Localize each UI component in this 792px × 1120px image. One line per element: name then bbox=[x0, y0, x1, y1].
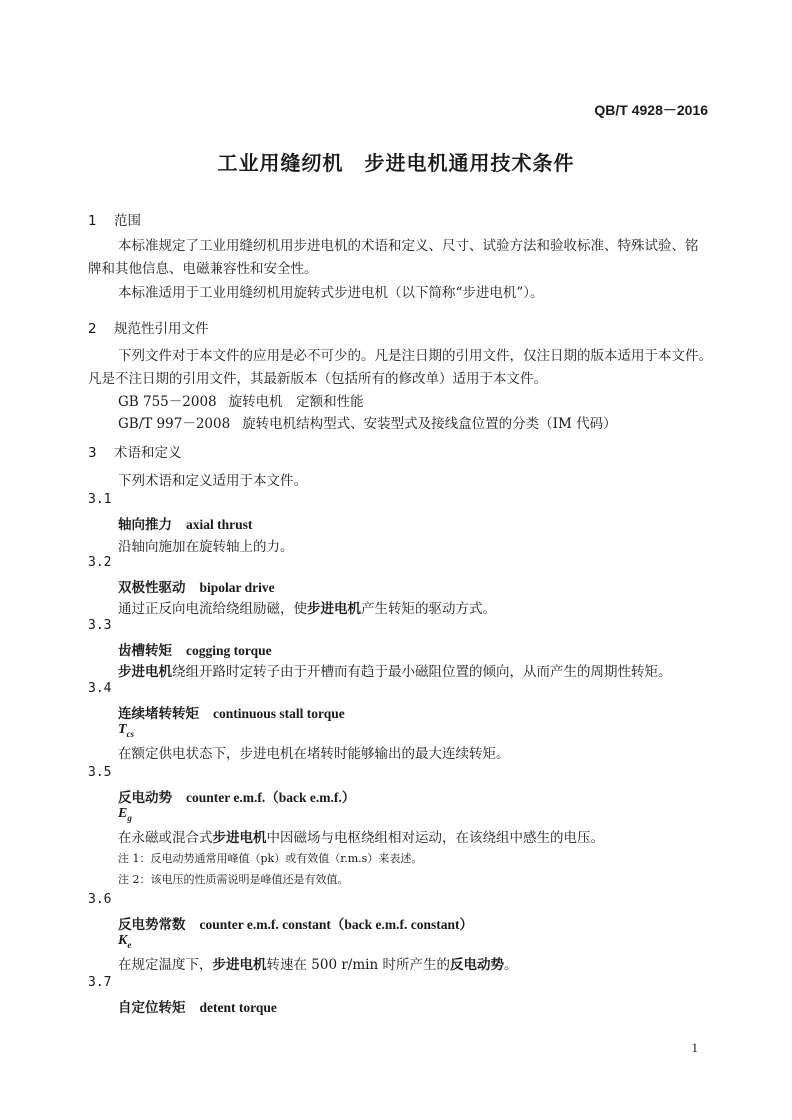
term-name bbox=[118, 996, 277, 1016]
definition-keyword: 步进电机 bbox=[212, 957, 267, 973]
reference-title: 旋转电机 定额和性能 bbox=[228, 394, 364, 410]
term-symbol bbox=[118, 933, 131, 950]
definition-keyword: 步进电机 bbox=[212, 830, 267, 846]
reference-item bbox=[118, 390, 364, 410]
definition-keyword: 步进电机 bbox=[118, 664, 172, 680]
term-symbol bbox=[118, 806, 132, 823]
term-name-zh: 双极性驱动 bbox=[118, 580, 186, 596]
term-name bbox=[118, 786, 355, 806]
reference-item bbox=[118, 412, 617, 432]
section-3-heading bbox=[88, 441, 182, 461]
term-name bbox=[118, 913, 473, 933]
section-title: 术语和定义 bbox=[114, 445, 182, 461]
reference-code: GB 755－2008 bbox=[118, 394, 217, 410]
term-name-zh: 连续堵转转矩 bbox=[118, 706, 199, 722]
term-name-en: axial thrust bbox=[186, 517, 253, 532]
symbol-subscript: g bbox=[127, 812, 132, 823]
reference-title: 旋转电机结构型式、安装型式及接线盒位置的分类（IM 代码） bbox=[242, 416, 617, 432]
term-definition: 在额定供电状态下，步进电机在堵转时能够输出的最大连续转矩。 bbox=[118, 746, 510, 762]
term-name-zh: 反电势常数 bbox=[118, 917, 186, 933]
definition-text: 绕组开路时定转子由于开槽而有趋于最小磁阻位置的倾向，从而产生的周期性转矩。 bbox=[172, 664, 672, 680]
term-number: 3.7 bbox=[88, 975, 112, 990]
term-name-zh: 轴向推力 bbox=[118, 517, 172, 533]
document-title: 工业用缝纫机 步进电机通用技术条件 bbox=[217, 151, 575, 175]
section-number: 2 bbox=[88, 321, 97, 337]
definition-text: 转速在 500 r/min 时所产生的 bbox=[266, 957, 450, 973]
definition-text: 在永磁或混合式 bbox=[118, 830, 213, 846]
section-number: 1 bbox=[88, 213, 97, 229]
definition-text: 。 bbox=[503, 957, 518, 973]
term-name bbox=[118, 702, 345, 722]
section-1-paragraph-1: 本标准规定了工业用缝纫机用步进电机的术语和定义、尺寸、试验方法和验收标准、特殊试验、铭牌和其他信息、电磁兼容性和安全性。 bbox=[88, 238, 699, 277]
term-number: 3.4 bbox=[88, 681, 112, 696]
symbol-letter: T bbox=[118, 722, 127, 737]
term-name-en: cogging torque bbox=[186, 643, 272, 658]
term-definition bbox=[118, 826, 604, 846]
term-definition: 沿轴向施加在旋转轴上的力。 bbox=[118, 539, 294, 555]
section-title: 范围 bbox=[114, 213, 141, 229]
section-1-paragraph-2: 本标准适用于工业用缝纫机用旋转式步进电机（以下简称“步进电机”）。 bbox=[118, 285, 544, 301]
term-name-en: bipolar drive bbox=[199, 580, 275, 595]
term-symbol bbox=[118, 722, 134, 739]
section-title: 规范性引用文件 bbox=[114, 321, 209, 337]
term-definition bbox=[118, 597, 496, 617]
term-name bbox=[118, 513, 252, 533]
symbol-subscript: e bbox=[127, 939, 132, 950]
term-definition bbox=[118, 953, 517, 973]
section-number: 3 bbox=[88, 445, 97, 461]
term-definition bbox=[118, 660, 672, 680]
term-number: 3.2 bbox=[88, 555, 112, 570]
definition-text: 产生转矩的驱动方式。 bbox=[361, 601, 496, 617]
section-2-paragraph-line-1: 下列文件对于本文件的应用是必不可少的。凡是注日期的引用文件，仅注日期的版本适用于本文件。 bbox=[118, 348, 712, 364]
symbol-letter: K bbox=[118, 933, 128, 948]
section-2-heading bbox=[88, 317, 209, 337]
section-3-intro: 下列术语和定义适用于本文件。 bbox=[118, 473, 307, 489]
term-note: 注 1：反电动势通常用峰值（pk）或有效值（r.m.s）来表述。 bbox=[118, 852, 423, 865]
section-2-paragraph-line-2: 凡是不注日期的引用文件，其最新版本（包括所有的修改单）适用于本文件。 bbox=[88, 371, 547, 387]
definition-text: 在规定温度下， bbox=[118, 957, 213, 973]
term-name-en: counter e.m.f. constant（back e.m.f. constant） bbox=[199, 917, 473, 932]
reference-code: GB/T 997－2008 bbox=[118, 416, 231, 432]
definition-text: 中因磁场与电枢绕组相对运动，在该绕组中感生的电压。 bbox=[266, 830, 604, 846]
standard-code: QB/T 4928－2016 bbox=[594, 102, 708, 118]
definition-keyword: 反电动势 bbox=[449, 957, 504, 973]
term-name bbox=[118, 639, 272, 659]
definition-text: 通过正反向电流给绕组励磁，使 bbox=[118, 601, 307, 617]
definition-keyword: 步进电机 bbox=[307, 601, 361, 617]
page-number: 1 bbox=[691, 1040, 698, 1055]
term-number: 3.3 bbox=[88, 618, 112, 633]
term-name-zh: 齿槽转矩 bbox=[118, 643, 172, 659]
term-note: 注 2：该电压的性质需说明是峰值还是有效值。 bbox=[118, 873, 349, 886]
term-name-en: detent torque bbox=[199, 1000, 277, 1015]
term-name-zh: 自定位转矩 bbox=[118, 1000, 186, 1016]
term-name-en: counter e.m.f.（back e.m.f.） bbox=[186, 790, 356, 805]
term-name-en: continuous stall torque bbox=[213, 706, 345, 721]
term-number: 3.1 bbox=[88, 492, 112, 507]
term-number: 3.6 bbox=[88, 892, 112, 907]
term-number: 3.5 bbox=[88, 765, 112, 780]
section-1-heading bbox=[88, 209, 141, 229]
symbol-letter: E bbox=[118, 806, 128, 821]
term-name-zh: 反电动势 bbox=[118, 790, 172, 806]
term-name bbox=[118, 576, 275, 596]
symbol-subscript: cs bbox=[126, 728, 135, 739]
